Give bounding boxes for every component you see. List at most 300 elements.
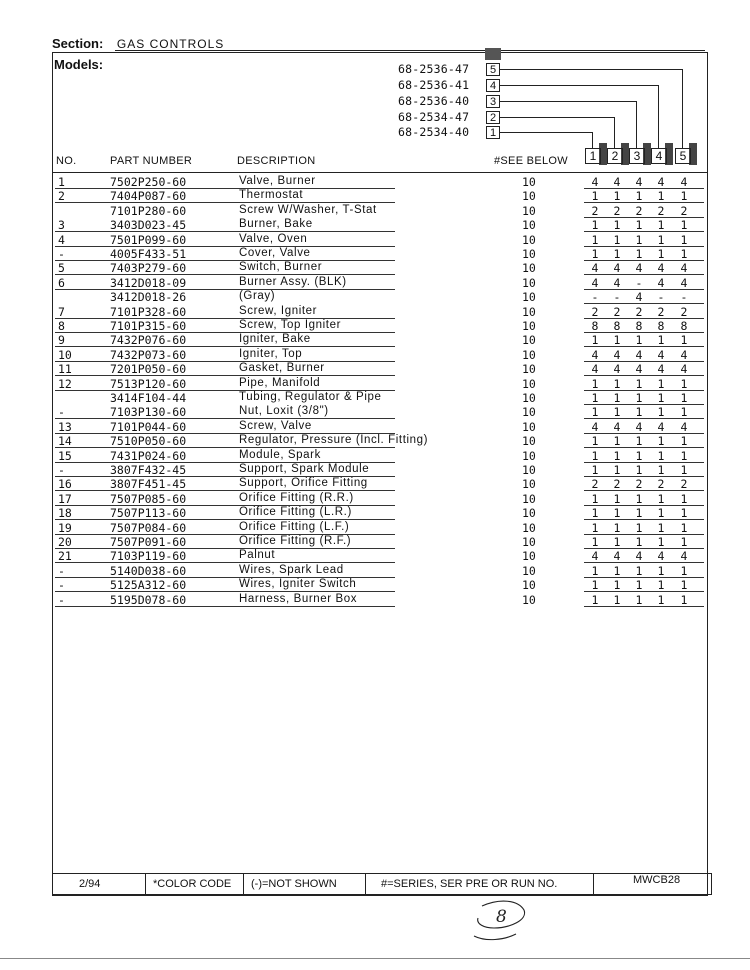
row-no: - <box>58 463 65 477</box>
part-number: 7201P050-60 <box>110 362 187 376</box>
model-connector-line <box>592 132 593 148</box>
table-row <box>52 305 708 319</box>
model-number: 68-2536-41 <box>398 78 470 92</box>
part-number: 7404P087-60 <box>110 189 187 203</box>
page-mark-number: 8 <box>496 907 507 927</box>
table-row <box>52 549 708 563</box>
quantity-model-4: - <box>657 290 665 304</box>
footer-doc-number: MWCB28 <box>633 874 681 886</box>
part-description: Orifice Fitting (R.R.) <box>239 492 354 504</box>
row-no: 9 <box>58 333 65 347</box>
part-number: 7431P024-60 <box>110 449 187 463</box>
quantity-model-1: 4 <box>591 549 599 563</box>
quantity-model-2: 1 <box>613 564 621 578</box>
quantity-model-1: 1 <box>591 333 599 347</box>
model-number: 68-2536-40 <box>398 94 470 108</box>
part-number: 3412D018-09 <box>110 276 187 290</box>
quantity-model-2: 1 <box>613 578 621 592</box>
quantity-model-5: 1 <box>680 506 688 520</box>
quantity-model-2: 1 <box>613 593 621 607</box>
header-model-column: 3 <box>629 148 645 164</box>
table-row <box>52 218 708 232</box>
row-underline <box>584 418 704 419</box>
part-description: Wires, Spark Lead <box>239 564 344 576</box>
part-description: (Gray) <box>239 290 276 302</box>
part-number: 7510P050-60 <box>110 434 187 448</box>
quantity-model-2: 4 <box>613 348 621 362</box>
header-see-below: #SEE BELOW <box>494 155 568 167</box>
quantity-model-4: 4 <box>657 175 665 189</box>
quantity-model-5: 4 <box>680 261 688 275</box>
quantity-model-2: - <box>613 290 621 304</box>
model-connector-line <box>500 101 636 102</box>
quantity-model-1: 1 <box>591 578 599 592</box>
part-description: Harness, Burner Box <box>239 593 358 605</box>
row-underline <box>584 231 704 232</box>
quantity-model-1: 2 <box>591 204 599 218</box>
row-underline <box>584 591 704 592</box>
quantity-model-5: 1 <box>680 521 688 535</box>
part-description: Wires, Igniter Switch <box>239 578 357 590</box>
row-underline <box>55 418 395 419</box>
quantity-model-4: 1 <box>657 189 665 203</box>
quantity-model-5: 4 <box>680 549 688 563</box>
quantity-model-4: 8 <box>657 319 665 333</box>
quantity-model-3: 1 <box>635 564 643 578</box>
part-description: Switch, Burner <box>239 261 323 273</box>
model-number: 68-2534-47 <box>398 110 470 124</box>
series-number: 10 <box>522 362 536 376</box>
row-underline <box>584 274 704 275</box>
quantity-model-3: 1 <box>635 377 643 391</box>
model-column-key: 1 <box>486 126 500 139</box>
section-rule <box>115 50 705 51</box>
row-no: 14 <box>58 434 72 448</box>
part-number: 5140D038-60 <box>110 564 187 578</box>
series-number: 10 <box>522 578 536 592</box>
row-no: - <box>58 564 65 578</box>
series-number: 10 <box>522 564 536 578</box>
table-row <box>52 290 708 304</box>
part-number: 7513P120-60 <box>110 377 187 391</box>
quantity-model-3: 4 <box>635 175 643 189</box>
quantity-model-3: 1 <box>635 405 643 419</box>
quantity-model-2: 1 <box>613 247 621 261</box>
quantity-model-5: 4 <box>680 362 688 376</box>
series-number: 10 <box>522 405 536 419</box>
model-connector-line <box>500 132 592 133</box>
part-number: 4005F433-51 <box>110 247 187 261</box>
quantity-model-5: 4 <box>680 276 688 290</box>
quantity-model-1: 1 <box>591 564 599 578</box>
quantity-model-2: 1 <box>613 218 621 232</box>
quantity-model-3: - <box>635 276 643 290</box>
table-row <box>52 420 708 434</box>
table-row <box>52 405 708 419</box>
quantity-model-4: 1 <box>657 449 665 463</box>
series-number: 10 <box>522 333 536 347</box>
quantity-model-5: 1 <box>680 377 688 391</box>
series-number: 10 <box>522 391 536 405</box>
quantity-model-2: 2 <box>613 204 621 218</box>
section-heading <box>52 36 224 51</box>
quantity-model-2: 2 <box>613 305 621 319</box>
header-model-column: 4 <box>651 148 667 164</box>
part-description: Orifice Fitting (L.R.) <box>239 506 352 518</box>
quantity-model-5: 1 <box>680 391 688 405</box>
series-number: 10 <box>522 348 536 362</box>
series-number: 10 <box>522 261 536 275</box>
row-underline <box>584 346 704 347</box>
part-number: 3403D023-45 <box>110 218 187 232</box>
quantity-model-3: 1 <box>635 506 643 520</box>
part-number: 3807F432-45 <box>110 463 187 477</box>
quantity-model-3: 4 <box>635 290 643 304</box>
quantity-model-3: 1 <box>635 492 643 506</box>
quantity-model-1: 4 <box>591 348 599 362</box>
quantity-model-2: 1 <box>613 377 621 391</box>
quantity-model-3: 8 <box>635 319 643 333</box>
part-description: Tubing, Regulator & Pipe <box>239 391 382 403</box>
table-row <box>52 348 708 362</box>
quantity-model-5: 1 <box>680 578 688 592</box>
quantity-model-1: 4 <box>591 420 599 434</box>
row-no: - <box>58 593 65 607</box>
row-no: 11 <box>58 362 72 376</box>
quantity-model-4: 1 <box>657 233 665 247</box>
series-number: 10 <box>522 175 536 189</box>
quantity-model-3: 2 <box>635 305 643 319</box>
row-underline <box>55 375 395 376</box>
part-description: Pipe, Manifold <box>239 377 321 389</box>
quantity-model-4: 1 <box>657 434 665 448</box>
row-underline <box>584 447 704 448</box>
quantity-model-2: 2 <box>613 477 621 491</box>
model-connector-line <box>682 69 683 148</box>
part-description: Regulator, Pressure (Incl. Fitting) <box>239 434 429 446</box>
series-number: 10 <box>522 290 536 304</box>
quantity-model-1: 2 <box>591 305 599 319</box>
row-underline <box>584 519 704 520</box>
quantity-model-1: 1 <box>591 218 599 232</box>
table-row <box>52 578 708 592</box>
quantity-model-2: 1 <box>613 463 621 477</box>
part-number: 7432P073-60 <box>110 348 187 362</box>
part-description: Valve, Oven <box>239 233 308 245</box>
part-description: Burner Assy. (BLK) <box>239 276 347 288</box>
part-description: Palnut <box>239 549 276 561</box>
quantity-model-1: 1 <box>591 463 599 477</box>
quantity-model-2: 1 <box>613 333 621 347</box>
model-key-shade <box>485 48 501 60</box>
row-underline <box>55 606 395 607</box>
quantity-model-3: 1 <box>635 247 643 261</box>
part-description: Burner, Bake <box>239 218 313 230</box>
row-underline <box>584 375 704 376</box>
part-description: Support, Orifice Fitting <box>239 477 368 489</box>
row-no: 10 <box>58 348 72 362</box>
quantity-model-5: 8 <box>680 319 688 333</box>
table-row <box>52 449 708 463</box>
part-number: 7507P113-60 <box>110 506 187 520</box>
quantity-model-2: 8 <box>613 319 621 333</box>
table-row <box>52 189 708 203</box>
table-row <box>52 362 708 376</box>
quantity-model-1: 1 <box>591 449 599 463</box>
quantity-model-1: 4 <box>591 276 599 290</box>
quantity-model-2: 1 <box>613 492 621 506</box>
quantity-model-3: 1 <box>635 233 643 247</box>
header-description: DESCRIPTION <box>237 155 316 167</box>
quantity-model-4: 1 <box>657 535 665 549</box>
quantity-model-2: 4 <box>613 362 621 376</box>
model-connector-line <box>500 85 658 86</box>
series-number: 10 <box>522 593 536 607</box>
row-no: 1 <box>58 175 65 189</box>
row-no: - <box>58 247 65 261</box>
series-number: 10 <box>522 233 536 247</box>
series-number: 10 <box>522 492 536 506</box>
part-description: Support, Spark Module <box>239 463 370 475</box>
quantity-model-4: 2 <box>657 477 665 491</box>
part-number: 7101P315-60 <box>110 319 187 333</box>
table-row <box>52 463 708 477</box>
quantity-model-1: 1 <box>591 391 599 405</box>
quantity-model-1: 2 <box>591 477 599 491</box>
model-connector-line <box>658 85 659 148</box>
series-number: 10 <box>522 521 536 535</box>
footer-divider <box>365 874 366 894</box>
table-row <box>52 333 708 347</box>
header-model-column: 5 <box>675 148 691 164</box>
row-underline <box>55 274 395 275</box>
quantity-model-4: 1 <box>657 405 665 419</box>
part-number: 7507P084-60 <box>110 521 187 535</box>
row-underline <box>55 591 395 592</box>
model-column-key: 3 <box>486 95 500 108</box>
series-number: 10 <box>522 449 536 463</box>
part-description: Igniter, Top <box>239 348 303 360</box>
quantity-model-1: 1 <box>591 377 599 391</box>
quantity-model-5: 2 <box>680 204 688 218</box>
quantity-model-5: 1 <box>680 449 688 463</box>
row-underline <box>55 562 395 563</box>
part-description: Valve, Burner <box>239 175 316 187</box>
row-no: 12 <box>58 377 72 391</box>
section-value: GAS CONTROLS <box>116 37 225 51</box>
header-no: NO. <box>56 155 77 167</box>
part-number: 7403P279-60 <box>110 261 187 275</box>
part-description: Orifice Fitting (L.F.) <box>239 521 350 533</box>
quantity-model-3: 4 <box>635 549 643 563</box>
quantity-model-2: 4 <box>613 175 621 189</box>
quantity-model-4: 1 <box>657 377 665 391</box>
part-number: 7103P130-60 <box>110 405 187 419</box>
quantity-model-2: 1 <box>613 535 621 549</box>
quantity-model-4: 1 <box>657 578 665 592</box>
quantity-model-5: 4 <box>680 420 688 434</box>
quantity-model-4: 1 <box>657 564 665 578</box>
table-row <box>52 276 708 290</box>
model-number: 68-2536-47 <box>398 62 470 76</box>
quantity-model-3: 1 <box>635 333 643 347</box>
series-number: 10 <box>522 218 536 232</box>
series-number: 10 <box>522 535 536 549</box>
series-number: 10 <box>522 189 536 203</box>
part-description: Igniter, Bake <box>239 333 311 345</box>
series-number: 10 <box>522 305 536 319</box>
quantity-model-3: 2 <box>635 477 643 491</box>
part-number: 3412D018-26 <box>110 290 187 304</box>
part-number: 7101P328-60 <box>110 305 187 319</box>
part-description: Gasket, Burner <box>239 362 325 374</box>
series-number: 10 <box>522 319 536 333</box>
quantity-model-3: 1 <box>635 449 643 463</box>
table-row <box>52 261 708 275</box>
quantity-model-4: 1 <box>657 247 665 261</box>
quantity-model-2: 1 <box>613 521 621 535</box>
row-no: 18 <box>58 506 72 520</box>
table-row <box>52 247 708 261</box>
row-underline <box>584 303 704 304</box>
row-no: 4 <box>58 233 65 247</box>
quantity-model-4: 4 <box>657 276 665 290</box>
quantity-model-4: 1 <box>657 492 665 506</box>
series-number: 10 <box>522 247 536 261</box>
table-row <box>52 319 708 333</box>
table-row <box>52 391 708 405</box>
footer-divider <box>593 874 594 894</box>
row-no: 6 <box>58 276 65 290</box>
quantity-model-1: 4 <box>591 261 599 275</box>
row-no: 8 <box>58 319 65 333</box>
model-connector-line <box>636 101 637 148</box>
quantity-model-1: 8 <box>591 319 599 333</box>
quantity-model-2: 1 <box>613 391 621 405</box>
part-description: Screw, Top Igniter <box>239 319 341 331</box>
quantity-model-5: 1 <box>680 247 688 261</box>
row-no: 5 <box>58 261 65 275</box>
table-row <box>52 175 708 189</box>
row-no: 7 <box>58 305 65 319</box>
quantity-model-4: 4 <box>657 261 665 275</box>
quantity-model-5: 1 <box>680 535 688 549</box>
row-no: 2 <box>58 189 65 203</box>
series-number: 10 <box>522 477 536 491</box>
quantity-model-1: 1 <box>591 405 599 419</box>
series-number: 10 <box>522 434 536 448</box>
quantity-model-5: 1 <box>680 218 688 232</box>
quantity-model-2: 4 <box>613 261 621 275</box>
model-number: 68-2534-40 <box>398 125 470 139</box>
part-description: Cover, Valve <box>239 247 311 259</box>
quantity-model-4: 4 <box>657 420 665 434</box>
table-row <box>52 492 708 506</box>
quantity-model-5: 4 <box>680 175 688 189</box>
series-number: 10 <box>522 549 536 563</box>
quantity-model-3: 4 <box>635 261 643 275</box>
model-column-key: 5 <box>486 63 500 76</box>
row-no: 19 <box>58 521 72 535</box>
part-description: Thermostat <box>239 189 304 201</box>
quantity-model-1: 1 <box>591 593 599 607</box>
quantity-model-5: 1 <box>680 593 688 607</box>
model-connector-line <box>500 117 614 118</box>
quantity-model-1: 1 <box>591 521 599 535</box>
row-underline <box>584 202 704 203</box>
quantity-model-3: 1 <box>635 521 643 535</box>
quantity-model-1: 4 <box>591 175 599 189</box>
quantity-model-2: 4 <box>613 549 621 563</box>
quantity-model-5: 1 <box>680 189 688 203</box>
part-number: 7103P119-60 <box>110 549 187 563</box>
quantity-model-3: 4 <box>635 362 643 376</box>
row-underline <box>55 202 395 203</box>
quantity-model-4: 1 <box>657 463 665 477</box>
part-number: 5125A312-60 <box>110 578 187 592</box>
table-row <box>52 593 708 607</box>
handwritten-page-mark <box>466 896 536 942</box>
series-number: 10 <box>522 506 536 520</box>
part-number: 7502P250-60 <box>110 175 187 189</box>
part-number: 3807F451-45 <box>110 477 187 491</box>
row-underline <box>55 490 395 491</box>
quantity-model-2: 1 <box>613 434 621 448</box>
quantity-model-4: 1 <box>657 333 665 347</box>
section-label: Section: <box>52 36 104 51</box>
part-number: 7507P085-60 <box>110 492 187 506</box>
table-row <box>52 434 708 448</box>
quantity-model-5: 2 <box>680 477 688 491</box>
quantity-model-1: 1 <box>591 247 599 261</box>
row-underline <box>584 490 704 491</box>
row-no: 17 <box>58 492 72 506</box>
quantity-model-4: 4 <box>657 348 665 362</box>
row-underline <box>584 562 704 563</box>
quantity-model-2: 1 <box>613 506 621 520</box>
quantity-model-5: 1 <box>680 233 688 247</box>
row-underline <box>55 231 395 232</box>
page-mark-scribble-icon <box>466 896 536 942</box>
model-connector-line <box>500 69 682 70</box>
table-row <box>52 233 708 247</box>
part-number: 7507P091-60 <box>110 535 187 549</box>
model-column-key: 4 <box>486 79 500 92</box>
quantity-model-5: 2 <box>680 305 688 319</box>
table-row <box>52 377 708 391</box>
quantity-model-5: 1 <box>680 564 688 578</box>
quantity-model-5: 1 <box>680 463 688 477</box>
quantity-model-3: 1 <box>635 463 643 477</box>
quantity-model-4: 4 <box>657 362 665 376</box>
part-number: 7101P280-60 <box>110 204 187 218</box>
row-underline <box>55 346 395 347</box>
quantity-model-1: 1 <box>591 434 599 448</box>
part-description: Screw, Valve <box>239 420 312 432</box>
quantity-model-5: 4 <box>680 348 688 362</box>
quantity-model-2: 4 <box>613 276 621 290</box>
quantity-model-5: 1 <box>680 405 688 419</box>
footer-bar <box>52 873 712 895</box>
quantity-model-5: 1 <box>680 434 688 448</box>
quantity-model-1: 4 <box>591 362 599 376</box>
quantity-model-4: 1 <box>657 218 665 232</box>
footer-series: #=SERIES, SER PRE OR RUN NO. <box>381 878 558 890</box>
table-row <box>52 477 708 491</box>
quantity-model-2: 4 <box>613 420 621 434</box>
quantity-model-4: 4 <box>657 549 665 563</box>
quantity-model-3: 1 <box>635 391 643 405</box>
